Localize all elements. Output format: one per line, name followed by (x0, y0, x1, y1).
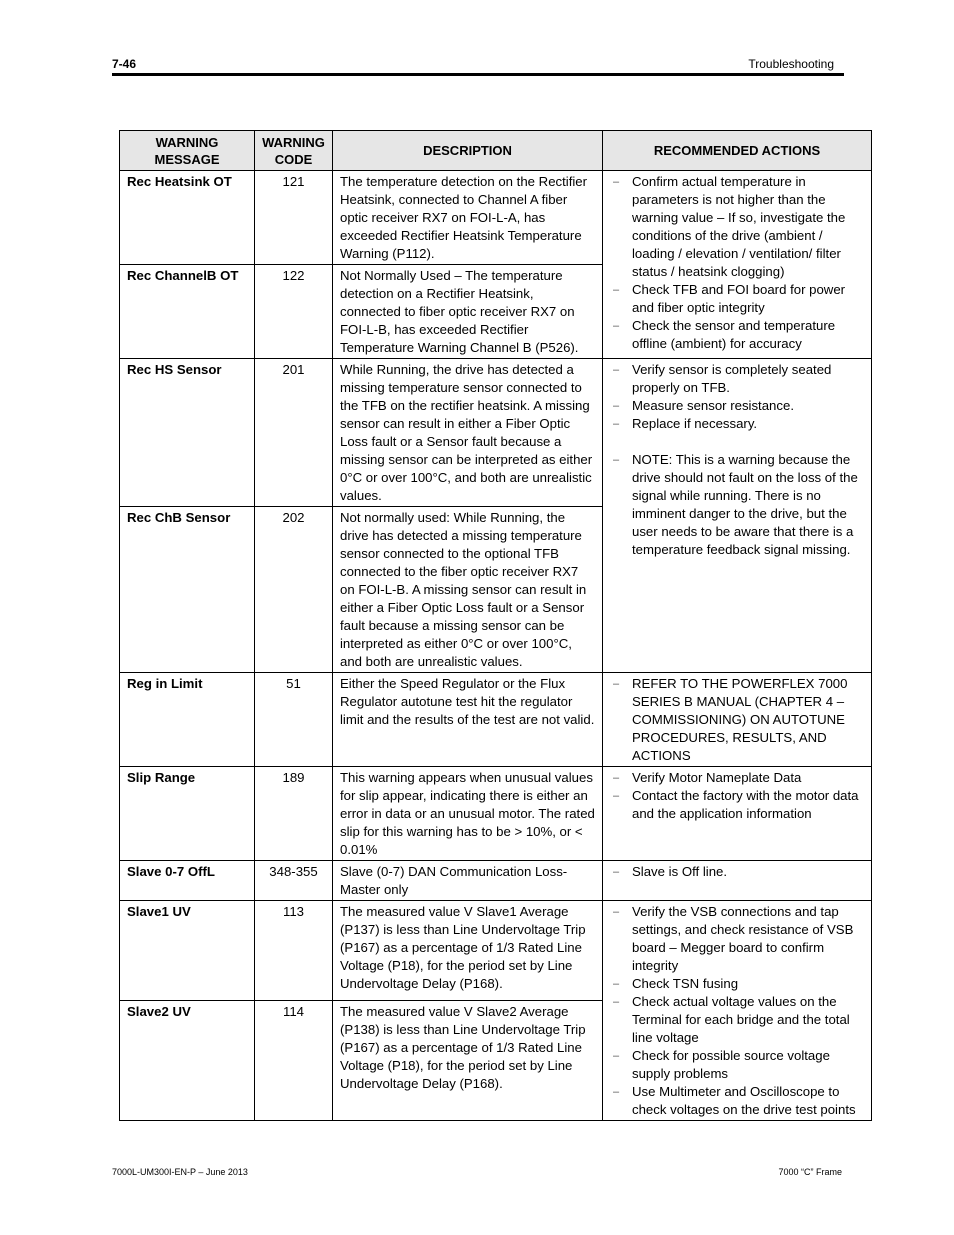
footer-frame: 7000 “C” Frame (778, 1167, 842, 1177)
action-item: – Measure sensor resistance. (610, 397, 864, 415)
page-number: 7-46 (112, 57, 137, 71)
warning-message: Slave1 UV (120, 901, 255, 1001)
warning-code: 348-355 (255, 861, 333, 901)
col-header-description: DESCRIPTION (333, 131, 603, 171)
table-row (120, 171, 872, 265)
warning-table (119, 130, 872, 1121)
action-item: – Slave is Off line. (610, 863, 864, 881)
recommended-actions (603, 861, 872, 901)
action-item: – NOTE: This is a warning because the drive should not fault on the loss of the signal while running. There is no imminent danger to the drive, but the user needs to be aware that there is a temperature feedback signal missing. (610, 451, 864, 559)
warning-description: The temperature detection on the Rectifier Heatsink, connected to Channel A fiber optic receiver RX7 on FOI-L-A, has exceeded Rectifier Heatsink Temperature Warning (P112). (333, 171, 603, 265)
header-rule (112, 73, 844, 76)
action-list (610, 173, 864, 353)
col-header-warning-code: WARNING CODE (255, 131, 333, 171)
section-title: Troubleshooting (748, 57, 834, 71)
warning-code: 121 (255, 171, 333, 265)
table-header-row (120, 131, 872, 171)
warning-message: Reg in Limit (120, 673, 255, 767)
recommended-actions (603, 171, 872, 359)
action-item: – Confirm actual temperature in parameters is not higher than the warning value – If so, investigate the conditions of the drive (ambient / loading / elevation / ventilation/ filter status / heatsink clogging) (610, 173, 864, 281)
table-row (120, 901, 872, 1001)
recommended-actions (603, 359, 872, 673)
action-list (610, 863, 864, 881)
action-item: – Check for possible source voltage supply problems (610, 1047, 864, 1083)
warning-message: Slave 0-7 OffL (120, 861, 255, 901)
recommended-actions (603, 767, 872, 861)
table-row (120, 861, 872, 901)
action-item: – Verify the VSB connections and tap settings, and check resistance of VSB board – Megger board to confirm integrity (610, 903, 864, 975)
warning-code: 51 (255, 673, 333, 767)
table-row (120, 359, 872, 507)
warning-message: Rec ChannelB OT (120, 265, 255, 359)
warning-code: 122 (255, 265, 333, 359)
warning-description: Not normally used: While Running, the drive has detected a missing temperature sensor connected to the optional TFB connected to the fiber optic receiver RX7 on FOI-L-B. A missing sensor can result in either a Fiber Optic Loss fault or a Sensor fault because a missing sensor can be interpreted as either 0°C or over 100°C, and both are unrealistic values. (333, 507, 603, 673)
action-item: – Replace if necessary. (610, 415, 864, 433)
action-list (610, 675, 864, 765)
warning-message: Rec HS Sensor (120, 359, 255, 507)
footer-doc-id: 7000L-UM300I-EN-P – June 2013 (112, 1167, 248, 1177)
action-list (610, 769, 864, 823)
warning-description: The measured value V Slave1 Average (P137) is less than Line Undervoltage Trip (P167) as a percentage of 1/3 Rated Line Voltage (P18), for the period set by Line Undervoltage Delay (P168). (333, 901, 603, 1001)
recommended-actions (603, 673, 872, 767)
warning-description: The measured value V Slave2 Average (P138) is less than Line Undervoltage Trip (P167) as a percentage of 1/3 Rated Line Voltage (P18), for the period set by Line Undervoltage Delay (P168). (333, 1000, 603, 1120)
warning-description: Either the Speed Regulator or the Flux Regulator autotune test hit the regulator limit and the results of the test are not valid. (333, 673, 603, 767)
table-row (120, 673, 872, 767)
warning-code: 202 (255, 507, 333, 673)
action-item: – Check TSN fusing (610, 975, 864, 993)
action-item: – Verify sensor is completely seated properly on TFB. (610, 361, 864, 397)
action-item: – Check actual voltage values on the Terminal for each bridge and the total line voltage (610, 993, 864, 1047)
action-item: – Check the sensor and temperature offline (ambient) for accuracy (610, 317, 864, 353)
action-item: – Verify Motor Nameplate Data (610, 769, 864, 787)
warning-message: Rec ChB Sensor (120, 507, 255, 673)
warning-description: Slave (0-7) DAN Communication Loss- Master only (333, 861, 603, 901)
warning-message: Slip Range (120, 767, 255, 861)
action-list (610, 361, 864, 559)
warning-description: Not Normally Used – The temperature detection on a Rectifier Heatsink, connected to fiber optic receiver RX7 on FOI-L-B, has exceeded Rectifier Temperature Warning Channel B (P526). (333, 265, 603, 359)
warning-code: 114 (255, 1000, 333, 1120)
warning-description: This warning appears when unusual values for slip appear, indicating there is either an error in data or an unusual motor. The rated slip for this warning has to be > 10%, or < 0.01% (333, 767, 603, 861)
action-item: – REFER TO THE POWERFLEX 7000 SERIES B MANUAL (CHAPTER 4 – COMMISSIONING) ON AUTOTUNE PROCEDURES, RESULTS, AND ACTIONS (610, 675, 864, 765)
warning-code: 113 (255, 901, 333, 1001)
action-item: – Check TFB and FOI board for power and fiber optic integrity (610, 281, 864, 317)
action-item: – Contact the factory with the motor data and the application information (610, 787, 864, 823)
warning-code: 189 (255, 767, 333, 861)
warning-code: 201 (255, 359, 333, 507)
warning-message: Rec Heatsink OT (120, 171, 255, 265)
action-item: – Use Multimeter and Oscilloscope to check voltages on the drive test points (610, 1083, 864, 1119)
col-header-recommended-actions: RECOMMENDED ACTIONS (603, 131, 872, 171)
action-list (610, 903, 864, 1119)
recommended-actions (603, 901, 872, 1121)
col-header-warning-message: WARNING MESSAGE (120, 131, 255, 171)
warning-message: Slave2 UV (120, 1000, 255, 1120)
table-row (120, 767, 872, 861)
warning-description: While Running, the drive has detected a missing temperature sensor connected to the TFB on the rectifier heatsink. A missing sensor can result in either a Fiber Optic Loss fault or a Sensor fault because a missing sensor can be interpreted as either 0°C or over 100°C, and both are unrealistic values. (333, 359, 603, 507)
